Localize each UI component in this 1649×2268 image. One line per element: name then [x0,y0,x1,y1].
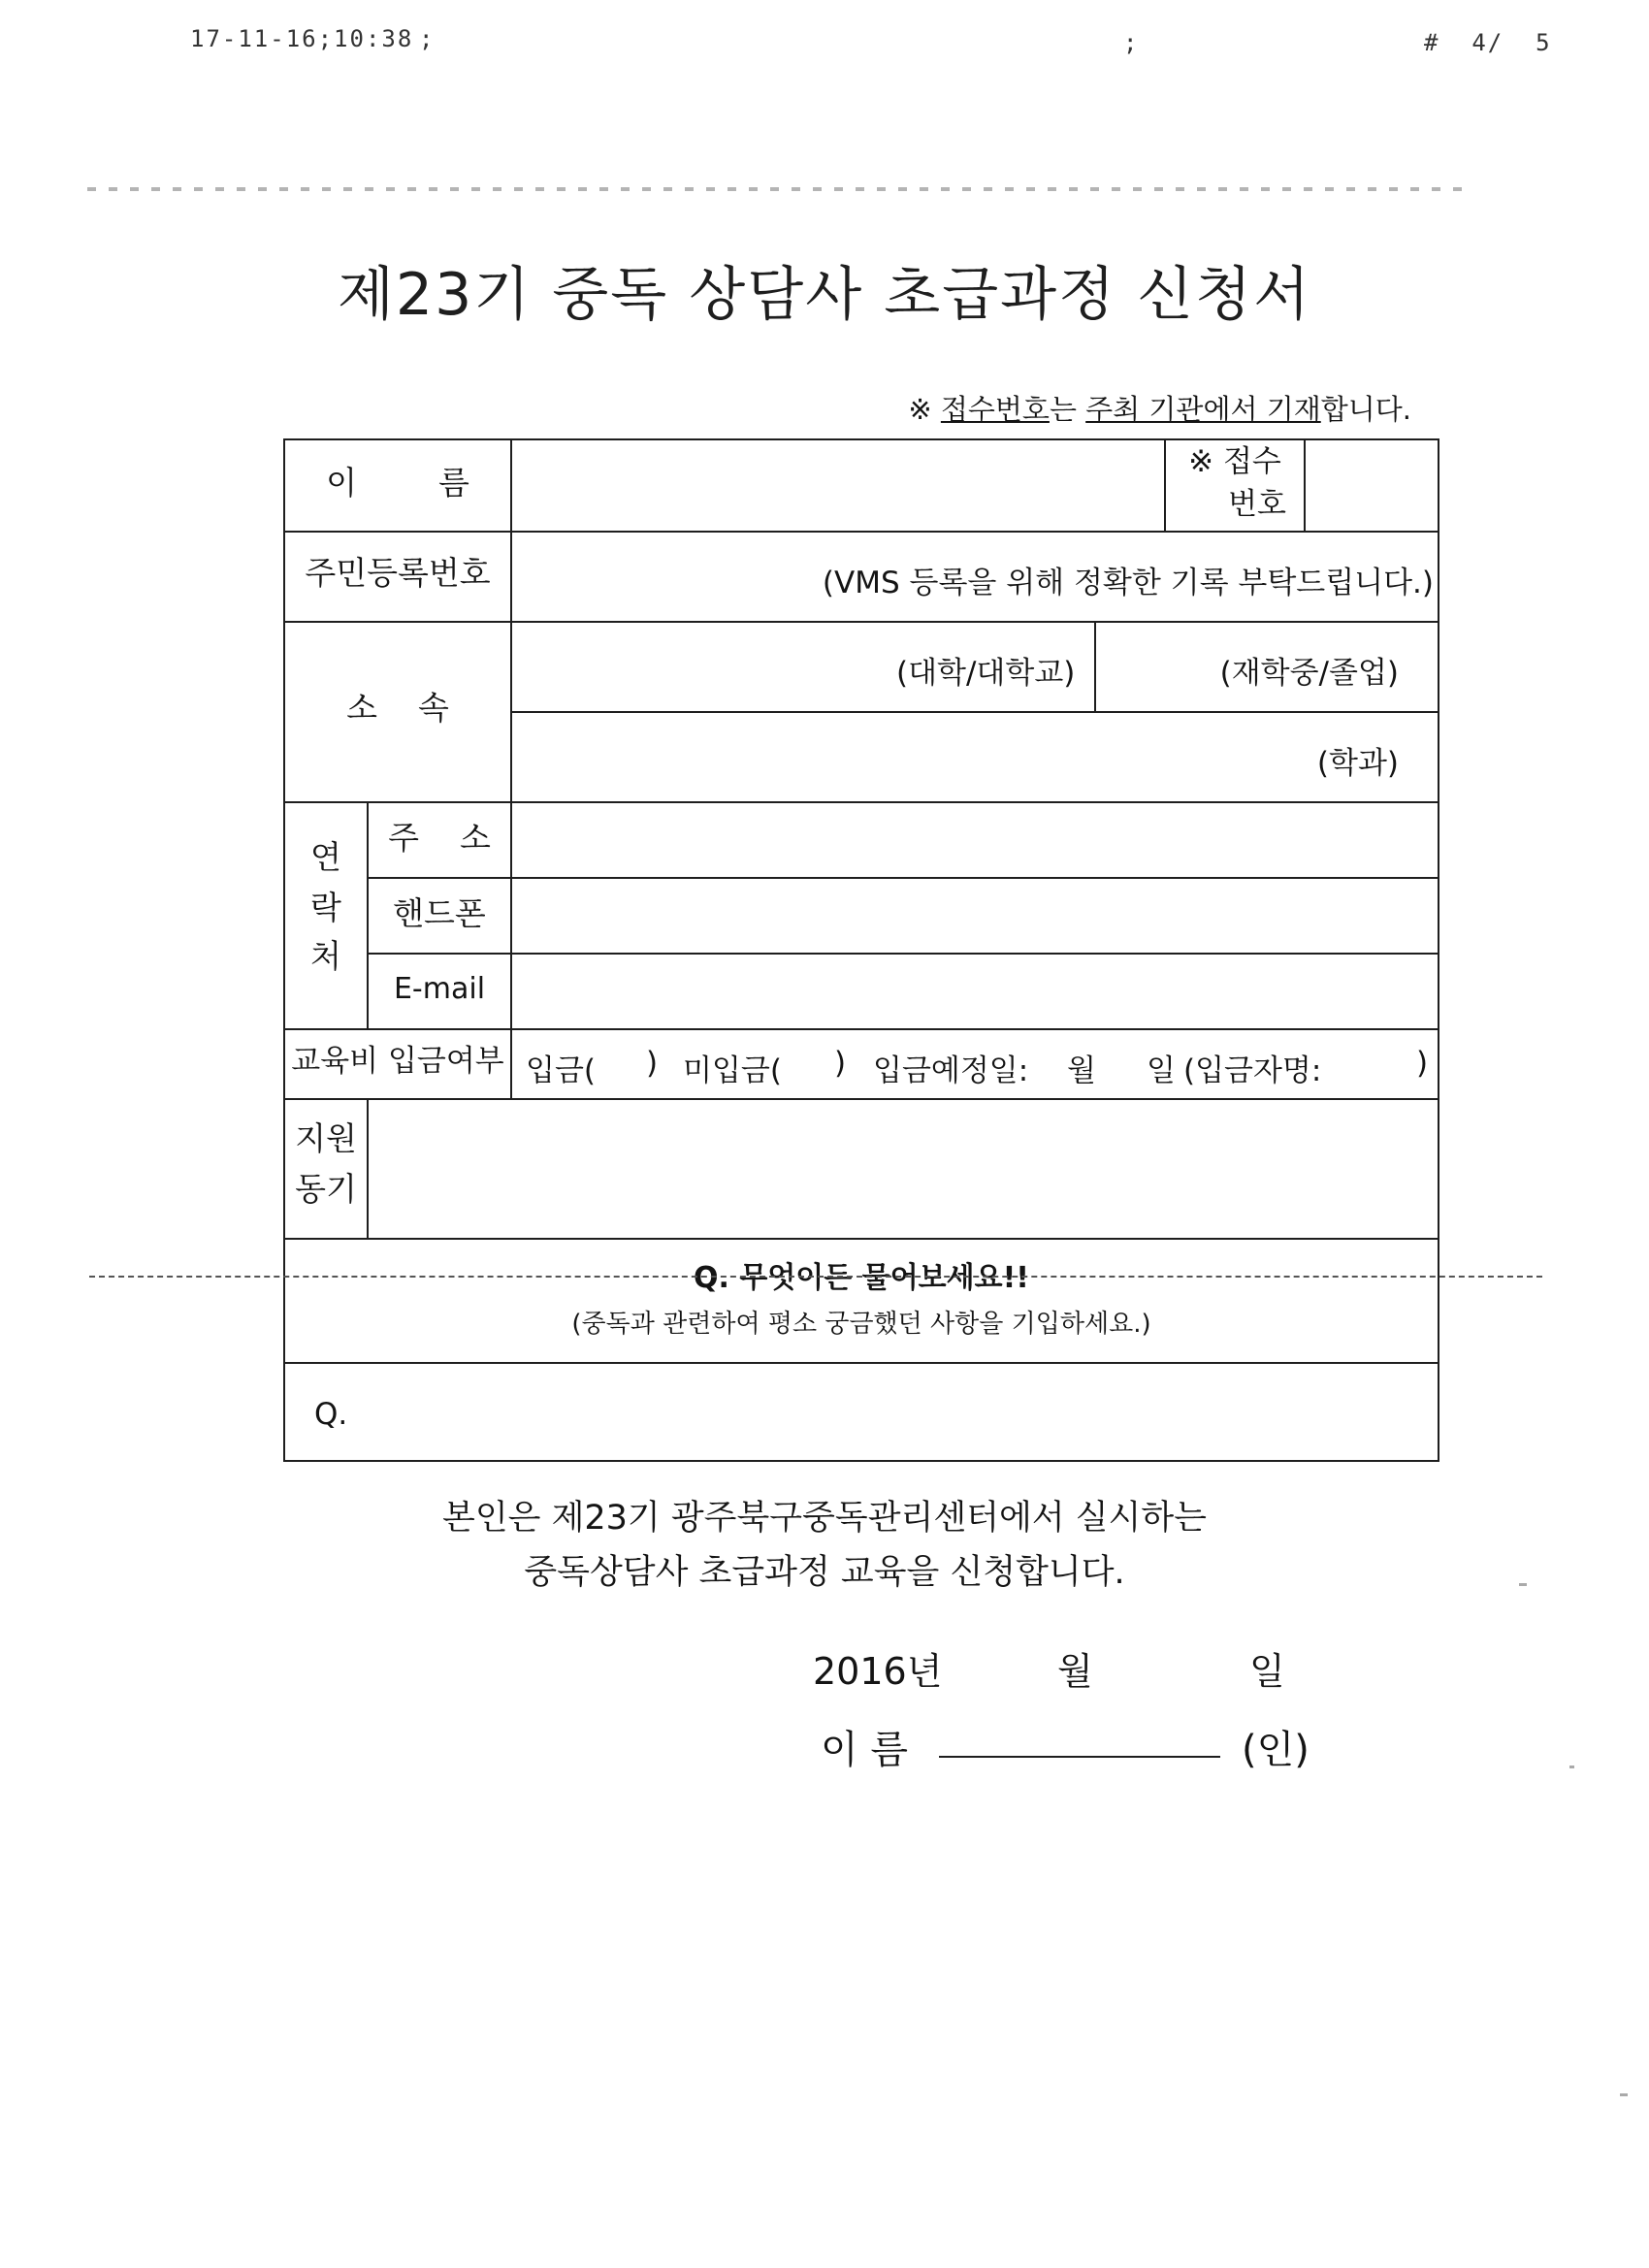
row-divider [285,1238,1438,1240]
address-label: 주 소 [388,819,491,857]
signature-name-line[interactable] [939,1756,1220,1758]
fee-depositor-label: (입금자명: [1183,1053,1322,1088]
email-input-cell[interactable] [512,955,1438,1027]
row-divider [285,1028,1438,1030]
scan-dashed-line [89,1276,1542,1278]
note-text: 합니다. [1320,393,1411,426]
fee-paid-option[interactable]: 입금( [526,1053,596,1088]
motivation-label-line2: 동기 [295,1170,357,1208]
fee-planned-date-label: 입금예정일: [873,1053,1029,1088]
receipt-number-label-line2: 번호 [1228,487,1286,522]
scan-speck [1569,1766,1574,1768]
scan-speck [1519,1583,1527,1586]
scan-speck [1620,2093,1628,2096]
motivation-label-line1: 지원 [295,1119,357,1157]
question-title: Q. 무엇이든 물어보세요!! [694,1261,1029,1295]
note-underline-receipt-number: 접수번호 [940,393,1050,426]
note-underline-host: 주최 기관에서 기재 [1085,393,1321,426]
signature-name-label: 이 름 [821,1728,908,1772]
fee-paid-close: ) [646,1046,659,1081]
tuition-payment-label: 교육비 입금여부 [291,1044,504,1079]
name-input-cell[interactable] [512,442,1162,530]
fee-month-label: 월 [1067,1053,1096,1088]
note-mark: ※ [908,393,941,426]
receipt-number-label-line1: ※ 접수 [1188,444,1281,479]
declaration-line1: 본인은 제23기 광주북구중독관리센터에서 실시하는 [442,1499,1207,1538]
question-subtitle: (중독과 관련하여 평소 궁금했던 사항을 기입하세요.) [571,1310,1151,1339]
document-title: 제23기 중독 상담사 초급과정 신청서 [337,261,1312,329]
contact-label-char1: 연 [310,838,341,876]
question-input-cell[interactable] [363,1364,1438,1460]
fee-unpaid-option[interactable]: 미입금( [683,1053,782,1088]
signature-day-label: 일 [1249,1650,1285,1693]
signature-month-label: 월 [1057,1650,1093,1693]
fax-separator: ; [1123,29,1140,56]
fax-dotted-rule [87,187,1465,191]
address-input-cell[interactable] [512,803,1438,876]
signature-year: 2016년 [813,1650,943,1693]
fax-timestamp: 17-11-16;10:38 [190,25,414,52]
fee-unpaid-close: ) [834,1046,847,1081]
rrn-label: 주민등록번호 [305,554,491,592]
phone-input-cell[interactable] [512,879,1438,952]
application-form-table [283,438,1439,1462]
name-label: 이 름 [326,464,469,502]
fee-depositor-close: ) [1416,1046,1429,1081]
fee-day-label: 일 [1147,1053,1176,1088]
note-text: 는 [1049,393,1086,426]
question-prefix: Q. [314,1397,348,1432]
contact-label-char2: 락 [310,889,341,926]
affiliation-label: 소 속 [346,689,449,727]
department-hint: (학과) [1316,746,1399,781]
department-input-cell[interactable] [512,713,1438,800]
contact-label-char3: 처 [310,937,341,975]
university-hint: (대학/대학교) [896,656,1076,691]
receipt-number-cell [1306,442,1438,530]
signature-seal: (인) [1242,1728,1310,1772]
enrollment-status-hint: (재학중/졸업) [1219,656,1399,691]
declaration-line2: 중독상담사 초급과정 교육을 신청합니다. [524,1553,1125,1592]
rrn-hint: (VMS 등록을 위해 정확한 기록 부탁드립니다.) [822,566,1434,600]
fax-separator: ; [419,25,436,52]
fax-page-number: # 4/ 5 [1424,29,1552,56]
phone-label: 핸드폰 [393,894,486,932]
motivation-input-cell[interactable] [369,1100,1438,1237]
receipt-note [908,388,1411,428]
email-label: E-mail [393,972,486,1006]
